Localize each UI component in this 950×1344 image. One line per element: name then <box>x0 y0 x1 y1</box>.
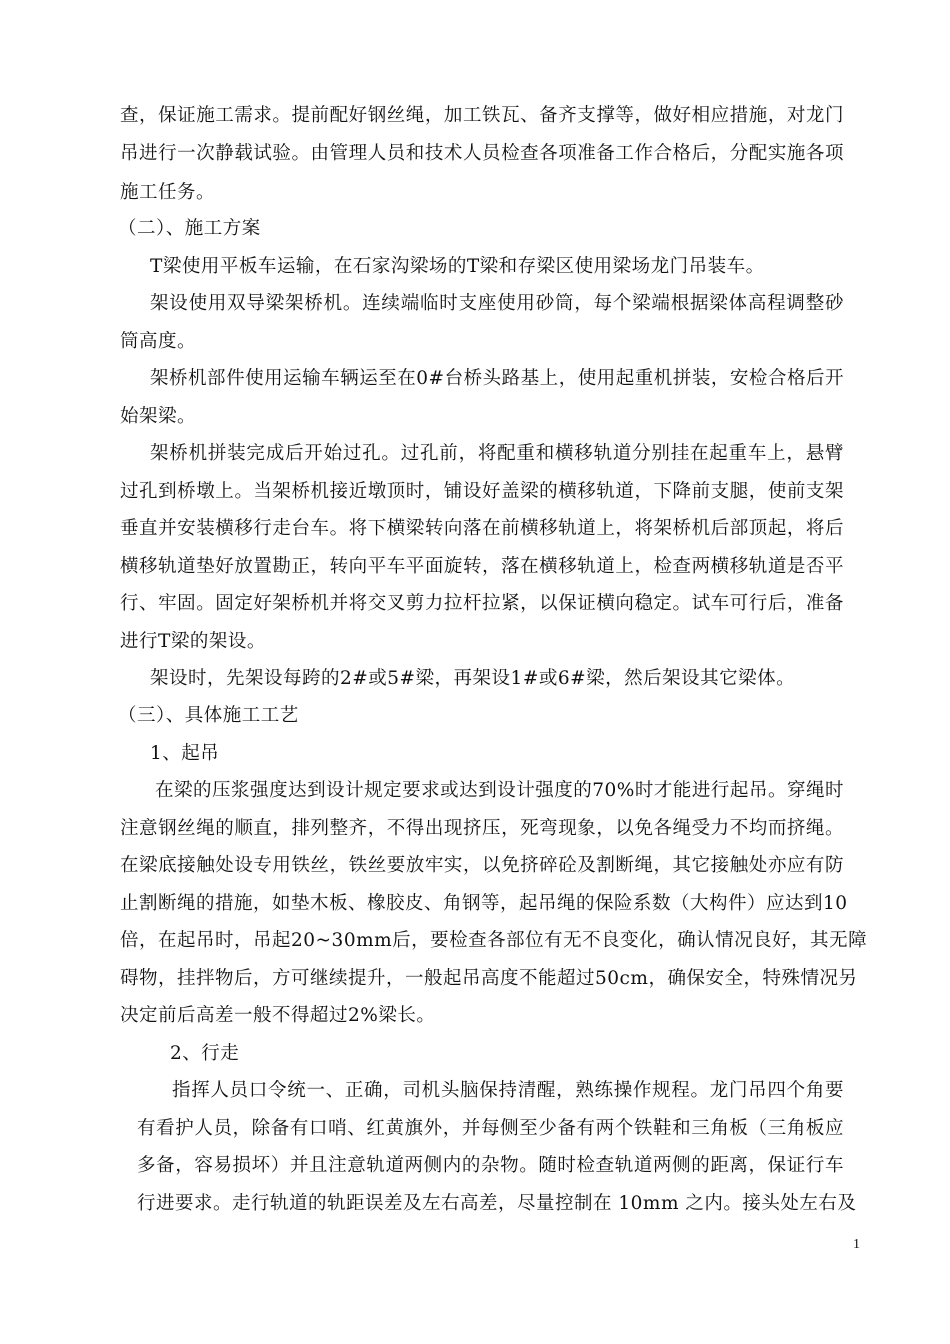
text-line: 决定前后高差一般不得超过2%梁长。 <box>120 1005 436 1026</box>
text-line: 横移轨道垫好放置勘正，转向平车平面旋转，落在横移轨道上，检查两横移轨道是否平 <box>120 556 844 577</box>
text-line: 过孔到桥墩上。当架桥机接近墩顶时，铺设好盖梁的横移轨道，下降前支腿，使前支架 <box>120 481 844 502</box>
text-line: T梁使用平板车运输，在石家沟梁场的T梁和存梁区使用梁场龙门吊装车。 <box>150 256 765 277</box>
text-line: 垂直并安装横移行走台车。将下横梁转向落在前横移轨道上，将架桥机后部顶起，将后 <box>120 518 844 539</box>
text-line: 行进要求。走行轨道的轨距误差及左右高差，尽量控制在 10mm 之内。接头处左右及 <box>137 1193 857 1214</box>
page-number: 1 <box>853 1237 860 1252</box>
text-line: 指挥人员口令统一、正确，司机头脑保持清醒，熟练操作规程。龙门吊四个角要 <box>172 1080 844 1101</box>
text-line: 架设时，先架设每跨的2#或5#梁，再架设1#或6#梁，然后架设其它梁体。 <box>150 668 796 689</box>
text-line: 架设使用双导梁架桥机。连续端临时支座使用砂筒，每个梁端根据梁体高程调整砂 <box>150 293 844 314</box>
subsection-heading: 2、行走 <box>170 1043 240 1064</box>
text-line: 注意钢丝绳的顺直，排列整齐，不得出现挤压，死弯现象，以免各绳受力不均而挤绳。 <box>120 818 844 839</box>
text-line: 倍，在起吊时，吊起20~30mm后，要检查各部位有无不良变化，确认情况良好，其无障 <box>120 930 868 951</box>
text-line: 在梁底接触处设专用铁丝，铁丝要放牢实，以免挤碎砼及割断绳，其它接触处亦应有防 <box>120 855 844 876</box>
section-heading: （二）、施工方案 <box>118 218 261 239</box>
text-line: 施工任务。 <box>120 182 216 203</box>
section-heading: （三）、具体施工工艺 <box>118 705 299 726</box>
text-line: 架桥机部件使用运输车辆运至在0#台桥头路基上，使用起重机拼装，安检合格后开 <box>150 368 844 389</box>
subsection-heading: 1、起吊 <box>150 743 220 764</box>
text-line: 多备，容易损坏）并且注意轨道两侧内的杂物。随时检查轨道两侧的距离，保证行车 <box>137 1155 844 1176</box>
text-line: 始架梁。 <box>120 406 197 427</box>
text-line: 行、牢固。固定好架桥机并将交叉剪力拉杆拉紧，以保证横向稳定。试车可行后，准备 <box>120 593 844 614</box>
text-line: 架桥机拼装完成后开始过孔。过孔前，将配重和横移轨道分别挂在起重车上，悬臂 <box>150 443 844 464</box>
text-line: 查，保证施工需求。提前配好钢丝绳，加工铁瓦、备齐支撑等，做好相应措施，对龙门 <box>120 105 844 126</box>
text-line: 有看护人员，除备有口哨、红黄旗外，并每侧至少备有两个铁鞋和三角板（三角板应 <box>137 1118 844 1139</box>
text-line: 止割断绳的措施，如垫木板、橡胶皮、角钢等，起吊绳的保险系数（大构件）应达到10 <box>120 893 848 914</box>
text-line: 筒高度。 <box>120 331 197 352</box>
text-line: 吊进行一次静载试验。由管理人员和技术人员检查各项准备工作合格后，分配实施各项 <box>120 143 844 164</box>
text-line: 在梁的压浆强度达到设计规定要求或达到设计强度的70%时才能进行起吊。穿绳时 <box>155 780 844 801</box>
text-line: 进行T梁的架设。 <box>120 631 266 652</box>
text-line: 碍物，挂拌物后，方可继续提升，一般起吊高度不能超过50cm，确保安全，特殊情况另 <box>120 968 858 989</box>
